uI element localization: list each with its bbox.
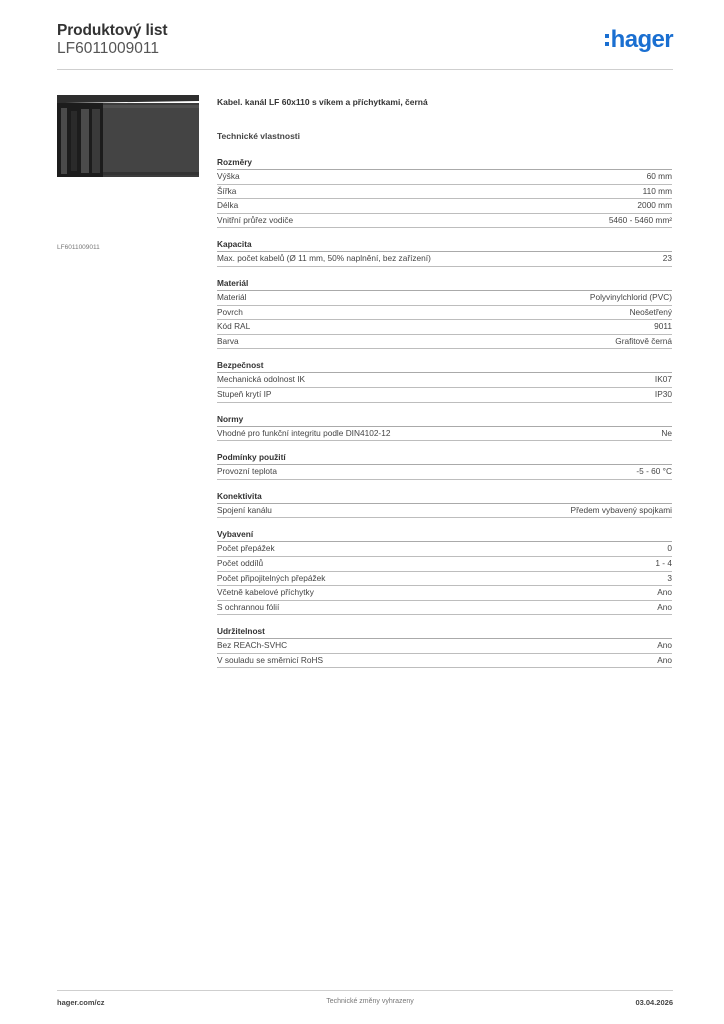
spec-section (217, 413, 672, 442)
image-caption: LF6011009011 (57, 244, 100, 251)
section-title: Normy (217, 413, 672, 427)
spec-value: 23 (662, 253, 672, 264)
spec-row (217, 214, 672, 229)
spec-value: 0 (667, 543, 672, 554)
spec-label: S ochrannou fólií (217, 601, 280, 612)
spec-label: Kód RAL (217, 321, 251, 332)
spec-row (217, 185, 672, 200)
spec-label: Provozní teplota (217, 466, 277, 477)
spec-row (217, 335, 672, 350)
footer-website[interactable]: hager.com/cz (57, 998, 105, 1007)
section-title: Udržitelnost (217, 625, 672, 639)
section-title: Bezpečnost (217, 359, 672, 373)
section-title: Rozměry (217, 156, 672, 170)
spec-row (217, 654, 672, 669)
spec-value: 5460 - 5460 mm² (608, 214, 672, 225)
spec-row (217, 427, 672, 442)
product-code: LF6011009011 (57, 40, 159, 57)
spec-value: Grafitově černá (615, 335, 672, 346)
spec-label: Počet oddílů (217, 557, 264, 568)
spec-value: Ano (657, 601, 672, 612)
spec-row (217, 586, 672, 601)
spec-value: Předem vybavený spojkami (570, 504, 672, 515)
product-image (57, 95, 199, 237)
spec-label: Délka (217, 200, 239, 211)
spec-label: Materiál (217, 291, 247, 302)
spec-value: Ano (657, 654, 672, 665)
spec-value: Ano (657, 640, 672, 651)
spec-section (217, 490, 672, 519)
spec-value: 110 mm (642, 185, 672, 196)
page-header (57, 22, 167, 58)
section-title: Konektivita (217, 490, 672, 504)
page-footer (57, 998, 673, 1007)
logo-dots-icon (605, 34, 609, 50)
spec-row (217, 601, 672, 616)
spec-section (217, 625, 672, 668)
spec-row (217, 504, 672, 519)
footer-disclaimer: Technické změny vyhrazeny (326, 998, 414, 1005)
spec-value: 3 (667, 572, 672, 583)
section-title: Kapacita (217, 238, 672, 252)
spec-value: 9011 (654, 321, 672, 332)
spec-value: 2000 mm (637, 200, 672, 211)
spec-value: Ano (657, 587, 672, 598)
spec-sections (217, 156, 672, 668)
spec-row (217, 306, 672, 321)
spec-label: Spojení kanálu (217, 504, 272, 515)
document-title: Produktový list (57, 22, 168, 39)
spec-label: Vnitřní průřez vodiče (217, 214, 294, 225)
product-name: Kabel. kanál LF 60x110 s víkem a příchytkami, černá (217, 97, 428, 107)
spec-row (217, 557, 672, 572)
spec-label: Počet připojitelných přepážek (217, 572, 326, 583)
spec-value: Polyvinylchlorid (PVC) (589, 291, 672, 302)
spec-label: V souladu se směrnicí RoHS (217, 654, 324, 665)
spec-label: Povrch (217, 306, 243, 317)
spec-value: IP30 (654, 388, 672, 399)
spec-row (217, 388, 672, 403)
spec-row (217, 252, 672, 267)
spec-row (217, 542, 672, 557)
spec-row (217, 639, 672, 654)
footer-divider (57, 990, 673, 991)
spec-value: -5 - 60 °C (636, 466, 672, 477)
spec-value: 60 mm (646, 171, 672, 181)
header-divider (57, 69, 673, 70)
product-details (217, 96, 672, 668)
spec-section (217, 359, 672, 402)
spec-section (217, 238, 672, 267)
spec-section (217, 156, 672, 228)
spec-label: Včetně kabelové příchytky (217, 587, 314, 598)
spec-row (217, 199, 672, 214)
spec-section (217, 528, 672, 615)
spec-value: Neošetřený (629, 306, 672, 317)
section-title: Podmínky použití (217, 451, 672, 465)
spec-row (217, 373, 672, 388)
technical-properties-title: Technické vlastnosti (217, 131, 300, 141)
spec-value: IK07 (654, 374, 672, 385)
spec-value: Ne (661, 427, 672, 438)
spec-label: Vhodné pro funkční integritu podle DIN4102-12 (217, 427, 391, 438)
spec-value: 1 - 4 (655, 557, 672, 568)
spec-label: Výška (217, 171, 240, 181)
spec-label: Barva (217, 335, 239, 346)
hager-logo (605, 27, 673, 53)
spec-row (217, 465, 672, 480)
spec-section (217, 277, 672, 349)
spec-label: Bez REACh-SVHC (217, 640, 288, 651)
spec-label: Počet přepážek (217, 543, 275, 554)
section-title: Vybavení (217, 528, 672, 542)
spec-section (217, 451, 672, 480)
spec-label: Stupeň krytí IP (217, 388, 272, 399)
spec-row (217, 291, 672, 306)
section-title: Materiál (217, 277, 672, 291)
spec-label: Mechanická odolnost IK (217, 374, 306, 385)
spec-row (217, 320, 672, 335)
spec-row (217, 170, 672, 185)
spec-label: Šířka (217, 185, 237, 196)
footer-date: 03.04.2026 (635, 998, 673, 1007)
logo-text: hager (610, 26, 673, 53)
spec-row (217, 572, 672, 587)
spec-label: Max. počet kabelů (Ø 11 mm, 50% naplnění, bez zařízení) (217, 253, 431, 264)
